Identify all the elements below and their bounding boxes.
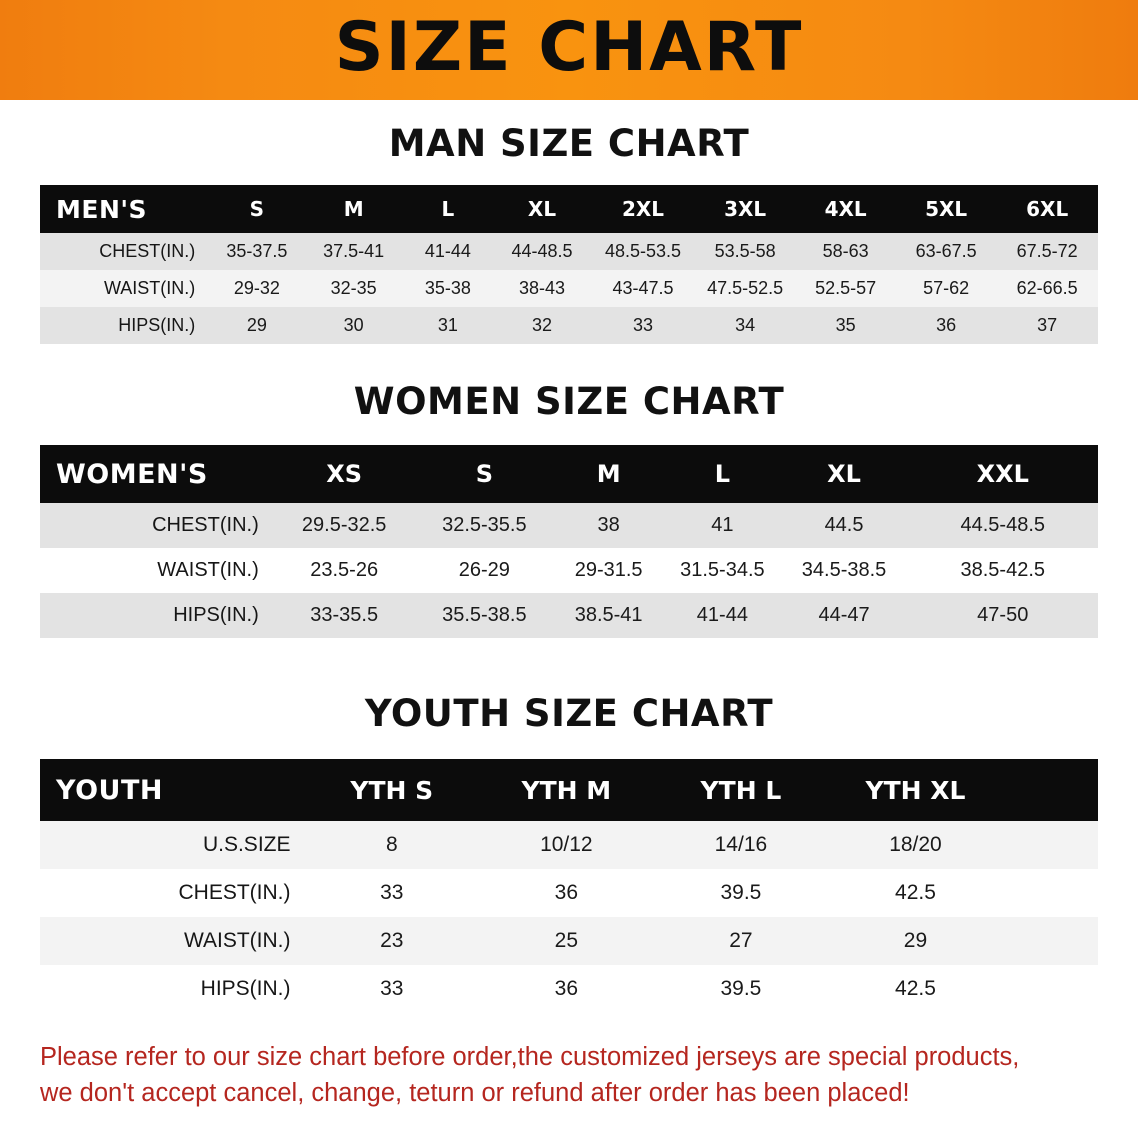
table-row [40, 593, 1098, 638]
women-table-header-row [40, 445, 1098, 503]
table-row [40, 869, 1098, 917]
man-header-cell: XL [527, 197, 557, 221]
table-row [40, 233, 1098, 270]
banner [0, 0, 1138, 100]
row-label: WAIST(IN.) [157, 559, 259, 581]
table-cell: 34.5-38.5 [801, 559, 887, 581]
youth-header-cell: YTH XL [865, 775, 966, 805]
table-row [40, 917, 1098, 965]
youth-header-cell: YTH M [521, 775, 612, 805]
table-cell: 35-38 [424, 278, 471, 298]
table-cell: 35-37.5 [226, 241, 288, 261]
table-cell: 41-44 [424, 241, 471, 261]
table-cell: 44.5 [824, 514, 864, 536]
table-cell: 38 [597, 514, 620, 536]
table-cell: 36 [554, 977, 579, 1000]
table-cell: 41 [711, 514, 734, 536]
disclaimer-line-2: we don't accept cancel, change, teturn or refund after order has been placed! [40, 1079, 910, 1108]
table-row [40, 821, 1098, 869]
table-cell: 29-31.5 [574, 559, 643, 581]
table-cell: 39.5 [720, 977, 762, 1000]
table-cell: 47-50 [977, 604, 1029, 626]
row-label: HIPS(IN.) [173, 604, 259, 626]
man-header-cell: M [343, 197, 364, 221]
table-cell: 47.5-52.5 [707, 278, 784, 298]
youth-header-cell: YTH L [700, 775, 782, 805]
row-label: CHEST(IN.) [152, 514, 259, 536]
table-cell: 44-48.5 [511, 241, 573, 261]
table-cell: 44.5-48.5 [960, 514, 1046, 536]
table-cell: 39.5 [720, 881, 762, 904]
table-cell: 33-35.5 [310, 604, 379, 626]
table-cell: 37.5-41 [323, 241, 385, 261]
table-cell: 35 [835, 315, 856, 335]
table-cell: 37 [1037, 315, 1058, 335]
table-cell: 25 [554, 929, 579, 952]
row-label: HIPS(IN.) [118, 315, 196, 335]
women-header-cell: L [714, 460, 731, 488]
table-cell: 32 [531, 315, 552, 335]
man-table-header-row [40, 185, 1098, 233]
table-cell: 58-63 [822, 241, 869, 261]
page-title: SIZE CHART [334, 8, 804, 87]
row-label: U.S.SIZE [202, 833, 291, 856]
table-cell: 26-29 [458, 559, 510, 581]
table-cell: 14/16 [714, 833, 768, 856]
table-row [40, 270, 1098, 307]
man-header-cell: 5XL [925, 197, 968, 221]
women-header-cell: S [475, 460, 493, 488]
table-cell: 33 [633, 315, 654, 335]
table-cell: 36 [936, 315, 957, 335]
table-cell-spacer [1003, 821, 1098, 869]
disclaimer-line-1: Please refer to our size chart before order,the customized jerseys are special products, [40, 1043, 1020, 1071]
women-header-cell: XL [827, 460, 861, 488]
table-cell: 23.5-26 [310, 559, 379, 581]
table-cell: 62-66.5 [1016, 278, 1078, 298]
table-cell: 38.5-41 [574, 604, 643, 626]
man-header-cell: MEN'S [56, 194, 148, 224]
table-cell: 30 [343, 315, 364, 335]
table-cell-spacer [1003, 965, 1098, 1013]
table-cell: 8 [385, 833, 398, 856]
youth-table-wrapper [0, 759, 1138, 1013]
man-table-wrapper [0, 185, 1138, 344]
table-cell: 33 [380, 881, 404, 904]
man-size-table [40, 185, 1098, 344]
table-cell: 29 [246, 315, 267, 335]
table-cell: 32-35 [330, 278, 377, 298]
women-header-cell: XS [326, 460, 363, 488]
disclaimer-note [40, 1039, 1098, 1111]
man-header-cell: 2XL [621, 197, 665, 221]
table-cell: 63-67.5 [915, 241, 977, 261]
women-size-table [40, 445, 1098, 638]
table-cell: 43-47.5 [612, 278, 674, 298]
youth-header-cell: YOUTH [56, 774, 163, 806]
table-cell: 34 [735, 315, 756, 335]
table-cell: 38-43 [518, 278, 566, 298]
table-row [40, 307, 1098, 344]
table-cell: 67.5-72 [1016, 241, 1078, 261]
table-cell: 42.5 [895, 977, 936, 1000]
table-cell: 38.5-42.5 [960, 559, 1046, 581]
row-label: WAIST(IN.) [103, 278, 196, 298]
women-header-cell: M [596, 460, 621, 488]
man-header-cell: 3XL [724, 197, 767, 221]
table-row [40, 548, 1098, 593]
table-cell: 36 [554, 881, 579, 904]
table-cell: 33 [380, 977, 404, 1000]
youth-table-header-row [40, 759, 1098, 821]
table-cell: 48.5-53.5 [604, 241, 682, 261]
table-cell: 23 [380, 929, 404, 952]
table-cell: 27 [729, 929, 753, 952]
youth-section-heading: YOUTH SIZE CHART [364, 692, 774, 735]
youth-header-spacer [1003, 759, 1098, 821]
table-cell: 52.5-57 [815, 278, 877, 298]
row-label: CHEST(IN.) [99, 241, 196, 261]
table-cell: 35.5-38.5 [442, 604, 527, 626]
row-label: CHEST(IN.) [178, 881, 291, 904]
women-header-cell: WOMEN'S [56, 458, 208, 490]
man-header-cell: 6XL [1026, 197, 1069, 221]
women-header-cell: XXL [976, 460, 1029, 488]
table-cell: 44-47 [818, 604, 870, 626]
table-cell: 18/20 [889, 833, 942, 856]
table-cell: 31.5-34.5 [680, 559, 765, 581]
table-cell: 57-62 [923, 278, 970, 298]
table-cell: 42.5 [895, 881, 936, 904]
table-cell: 10/12 [540, 833, 593, 856]
table-cell: 29-32 [233, 278, 280, 298]
row-label: WAIST(IN.) [183, 929, 291, 952]
women-section-heading: WOMEN SIZE CHART [353, 380, 785, 423]
row-label: HIPS(IN.) [200, 977, 291, 1000]
table-cell: 29 [903, 929, 928, 952]
table-cell: 53.5-58 [714, 241, 776, 261]
man-header-cell: S [249, 197, 265, 221]
table-cell-spacer [1003, 917, 1098, 965]
man-section-heading: MAN SIZE CHART [388, 122, 750, 165]
women-table-wrapper [0, 445, 1138, 638]
youth-header-cell: YTH S [350, 775, 434, 805]
table-row [40, 503, 1098, 548]
table-cell-spacer [1003, 869, 1098, 917]
man-header-cell: 4XL [824, 197, 867, 221]
table-cell: 31 [437, 315, 458, 335]
table-cell: 32.5-35.5 [442, 514, 527, 536]
youth-size-table [40, 759, 1098, 1013]
table-row [40, 965, 1098, 1013]
man-header-cell: L [441, 197, 455, 221]
table-cell: 29.5-32.5 [301, 514, 387, 536]
table-cell: 41-44 [696, 604, 748, 626]
